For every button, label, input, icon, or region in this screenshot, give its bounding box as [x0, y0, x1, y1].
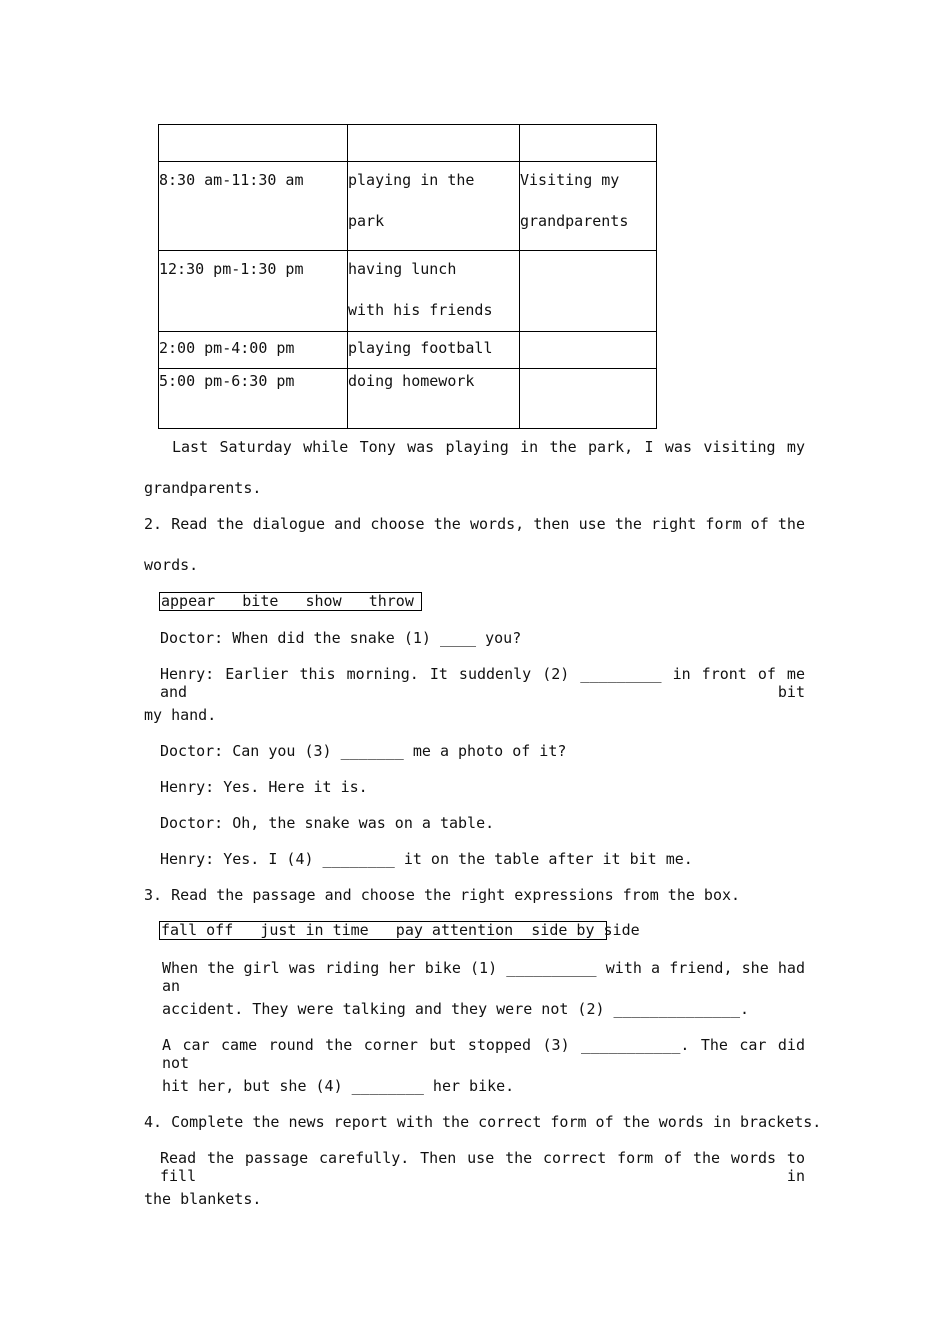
table-row	[159, 332, 657, 369]
table-row	[159, 369, 657, 429]
table-row	[159, 162, 657, 251]
dialogue-line: Doctor: When did the snake (1) ____ you?	[160, 629, 522, 647]
question-4-text: Read the passage carefully. Then use the correct form of the words to fill in	[160, 1149, 805, 1185]
example-sentence-line: Last Saturday while Tony was playing in the park, I was visiting my	[172, 438, 805, 456]
example-sentence-line: grandparents.	[144, 479, 262, 497]
table-cell: having lunch with his friends	[348, 251, 520, 332]
question-4-instruction: 4. Complete the news report with the correct form of the words in brackets.	[144, 1113, 822, 1131]
table-cell	[520, 125, 657, 162]
table-cell: 8:30 am-11:30 am	[159, 162, 348, 251]
question-4-text: the blankets.	[144, 1190, 262, 1208]
dialogue-line: Doctor: Can you (3) _______ me a photo of it?	[160, 742, 567, 760]
word-box: fall off just in time pay attention side by side	[161, 921, 640, 939]
schedule-table	[158, 124, 657, 429]
table-cell	[520, 332, 657, 369]
question-3-instruction: 3. Read the passage and choose the right expressions from the box.	[144, 886, 741, 904]
dialogue-line: Henry: Yes. Here it is.	[160, 778, 368, 796]
passage-line: hit her, but she (4) ________ her bike.	[162, 1077, 515, 1095]
table-cell: playing in the park	[348, 162, 520, 251]
passage-line: When the girl was riding her bike (1) __________ with a friend, she had an	[162, 959, 805, 995]
dialogue-line: Doctor: Oh, the snake was on a table.	[160, 814, 495, 832]
dialogue-line: my hand.	[144, 706, 217, 724]
table-cell: doing homework	[348, 369, 520, 429]
table-cell	[520, 251, 657, 332]
table-cell: playing football	[348, 332, 520, 369]
table-cell: 12:30 pm-1:30 pm	[159, 251, 348, 332]
word-box: appear bite show throw	[159, 592, 422, 611]
table-cell: 5:00 pm-6:30 pm	[159, 369, 348, 429]
question-2-instruction: 2. Read the dialogue and choose the words, then use the right form of the	[144, 515, 805, 533]
passage-line: accident. They were talking and they were not (2) ______________.	[162, 1000, 749, 1018]
table-cell: 2:00 pm-4:00 pm	[159, 332, 348, 369]
dialogue-line: Henry: Earlier this morning. It suddenly (2) _________ in front of me and bit	[160, 665, 805, 701]
table-row	[159, 251, 657, 332]
passage-line: A car came round the corner but stopped (3) ___________. The car did not	[162, 1036, 805, 1072]
table-row	[159, 125, 657, 162]
table-cell	[520, 369, 657, 429]
table-cell	[159, 125, 348, 162]
table-cell: Visiting my grandparents	[520, 162, 657, 251]
dialogue-line: Henry: Yes. I (4) ________ it on the table after it bit me.	[160, 850, 693, 868]
question-2-instruction: words.	[144, 556, 199, 574]
table-cell	[348, 125, 520, 162]
